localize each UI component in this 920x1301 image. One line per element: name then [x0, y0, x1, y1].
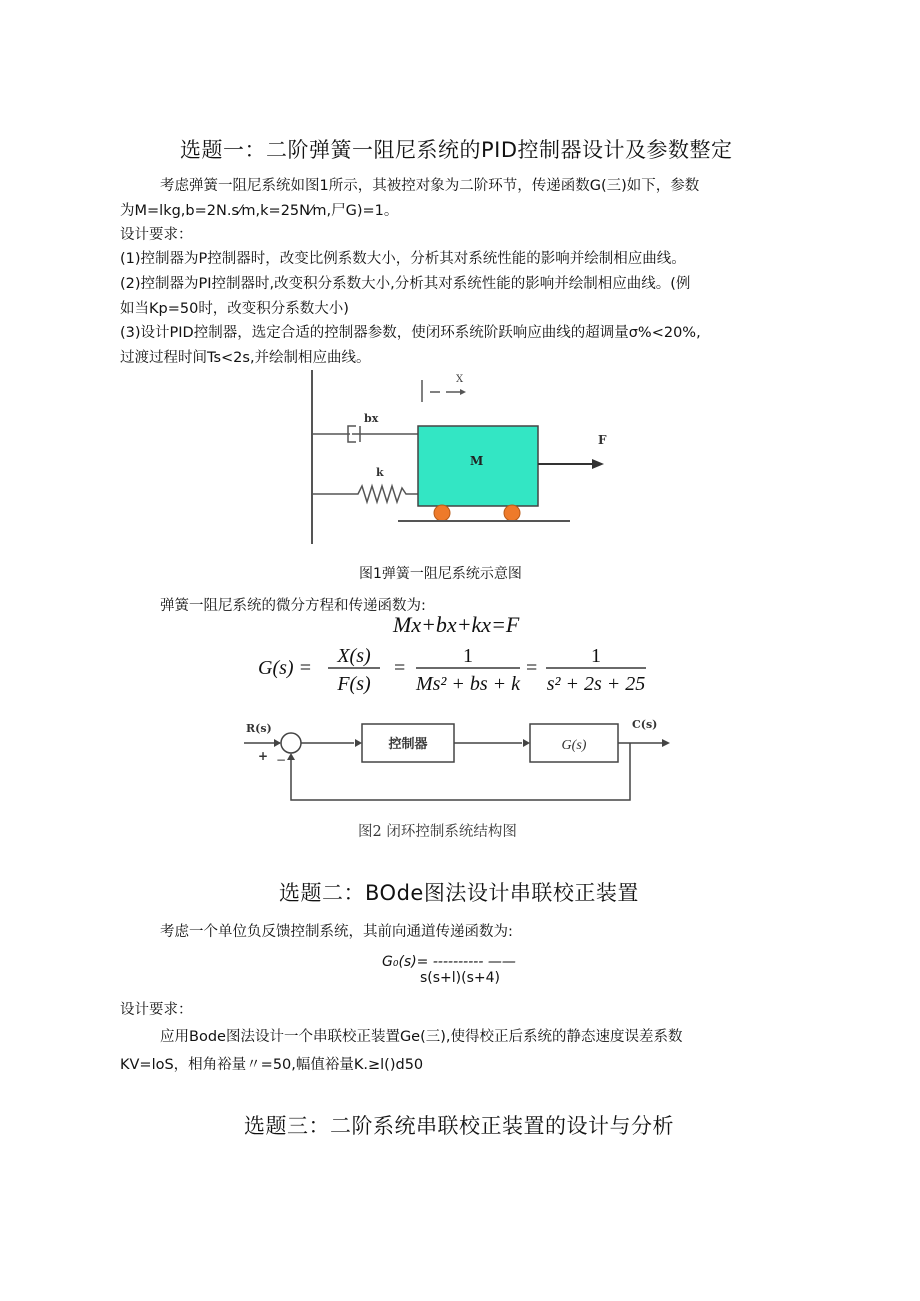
tf-f2-den: Ms² + bs + k: [415, 673, 521, 695]
controller-arrowhead-icon: [355, 739, 362, 747]
figure-2-block-diagram: [244, 712, 684, 804]
tf-eq-1: =: [394, 657, 406, 679]
label-minus: −: [276, 753, 287, 767]
section2-requirements-heading: 设计要求：: [120, 1002, 193, 1018]
output-arrowhead-icon: [662, 739, 670, 747]
figure-1-spring-damper-diagram: [300, 368, 607, 558]
label-f: F: [598, 433, 607, 447]
section2-requirement-line-2: KV=loS，相角裕量〃=50,幅值裕量K.≥l()d50: [120, 1057, 424, 1073]
tf-f3-num: 1: [591, 645, 601, 667]
figure-2-caption: 图2 闭环控制系统结构图: [358, 824, 517, 840]
wheel-right: [504, 505, 520, 521]
label-output: C(s): [632, 718, 658, 731]
requirement-2-line-1: (2)控制器为PI控制器时,改变积分系数大小,分析其对系统性能的影响并绘制相应曲线。(例: [120, 276, 691, 292]
intro-line-2: 为M=lkg,b=2N.s⁄m,k=25N⁄m,尸G)=1。: [120, 203, 399, 219]
wheel-left: [434, 505, 450, 521]
tf-f3-den: s² + 2s + 25: [546, 673, 646, 695]
force-arrowhead-icon: [592, 459, 604, 469]
label-input: R(s): [246, 722, 272, 735]
requirement-2-line-2: 如当Kp=50时，改变积分系数大小): [120, 301, 349, 317]
forward-transfer-function-bottom: s(s+l)(s+4): [420, 970, 500, 986]
forward-transfer-function-top: G₀(s)= ---------- ——: [382, 954, 516, 970]
requirements-heading: 设计要求：: [120, 227, 193, 243]
requirement-3-line-1: (3)设计PID控制器，选定合适的控制器参数，使闭环系统阶跃响应曲线的超调量σ%<20%,: [120, 325, 701, 341]
summing-junction: [281, 733, 301, 753]
spring-icon: [312, 486, 418, 502]
controller-label: 控制器: [388, 737, 428, 752]
intro-line-1: 考虑弹簧一阻尼系统如图1所示，其被控对象为二阶环节，传递函数G(三)如下，参数: [160, 178, 700, 194]
label-x: X: [456, 374, 464, 385]
plant-label: G(s): [561, 738, 587, 753]
equation-intro: 弹簧一阻尼系统的微分方程和传递函数为:: [160, 598, 426, 614]
requirement-1: (1)控制器为P控制器时，改变比例系数大小，分析其对系统性能的影响并绘制相应曲线。: [120, 251, 686, 267]
tf-eq-2: =: [526, 657, 538, 679]
section2-requirement-line-1: 应用Bode图法设计一个串联校正装置Ge(三),使得校正后系统的静态速度误差系数: [160, 1029, 683, 1045]
section2-intro: 考虑一个单位负反馈控制系统，其前向通道传递函数为:: [160, 924, 513, 940]
label-bx: bx: [364, 412, 379, 425]
tf-f2-num: 1: [463, 645, 473, 667]
section3-title: 选题三：二阶系统串联校正装置的设计与分析: [244, 1114, 674, 1138]
input-arrowhead-icon: [274, 739, 281, 747]
tf-lhs: G(s) =: [258, 657, 313, 679]
section1-title: 选题一：二阶弹簧一阻尼系统的PID控制器设计及参数整定: [180, 138, 733, 162]
tf-f1-den: F(s): [337, 673, 371, 695]
feedback-arrowhead-icon: [287, 753, 295, 760]
tf-f1-num: X(s): [337, 645, 371, 667]
equation-of-motion: Mx+bx+kx=F: [393, 612, 520, 637]
label-plus: +: [258, 749, 269, 763]
transfer-function-equation: [258, 640, 658, 696]
figure-1-caption: 图1弹簧一阻尼系统示意图: [359, 566, 522, 582]
label-k: k: [376, 466, 384, 479]
requirement-3-line-2: 过渡过程时间Ts<2s,并绘制相应曲线。: [120, 350, 371, 366]
x-arrowhead-icon: [460, 389, 466, 395]
label-m: M: [470, 454, 484, 468]
plant-arrowhead-icon: [523, 739, 530, 747]
section2-title: 选题二：BOde图法设计串联校正装置: [279, 881, 639, 905]
